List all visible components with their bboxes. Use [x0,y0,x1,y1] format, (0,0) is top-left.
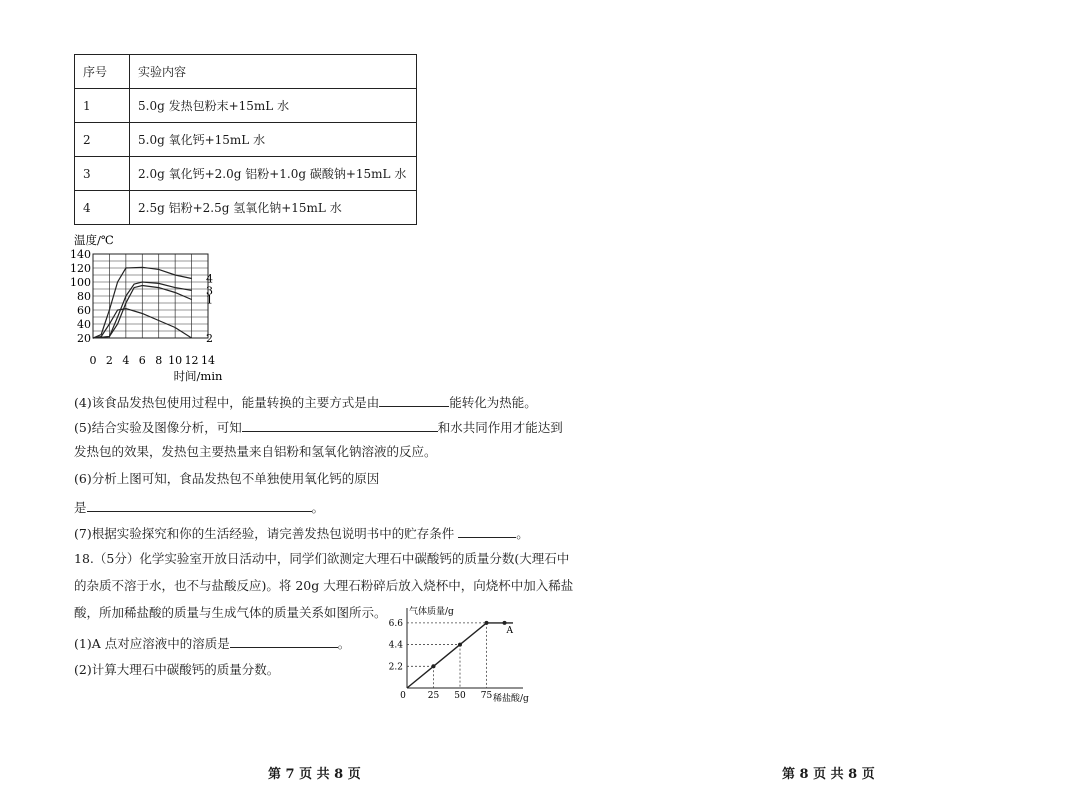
question-18-sub1 [74,635,350,652]
temp-series-labels [206,273,213,346]
gas-axes [407,608,523,688]
gas-x-tick: 25 [427,691,440,701]
question-18-line2: 的杂质不溶于水，也不与盐酸反应)。将 20g 大理石粉碎后放入烧杯中，向烧杯中加入稀盐 [74,578,574,593]
row-content: 2.5g 铝粉+2.5g 氢氧化钠+15mL 水 [130,191,417,225]
gas-x-tick: 75 [480,691,493,701]
q7-text-a: (7)根据实验探究和你的生活经验，请完善发热包说明书中的贮存条件 [74,526,455,541]
q6-answer-blank[interactable] [87,499,312,512]
q4-text-a: (4)该食品发热包使用过程中，能量转换的主要方式是由 [74,395,380,410]
q18-s1-answer-blank[interactable] [230,635,338,648]
gas-xlabel: 稀盐酸/g [493,694,529,704]
q7-end: 。 [516,526,529,541]
temp-x-tick: 8 [155,354,163,367]
gas-point [458,643,462,647]
experiment-table [74,54,417,225]
temp-y-ticks [70,248,91,345]
question-6-cont [74,499,324,516]
question-18-sub2: (2)计算大理石中碳酸钙的质量分数。 [74,662,280,677]
temp-y-tick: 40 [77,318,91,331]
gas-point [432,664,436,668]
temp-grid [93,254,208,338]
q5-text-b: 和水共同作用才能达到 [437,420,563,435]
temp-x-ticks [90,354,216,367]
gas-x-tick-origin: 0 [400,691,406,701]
temp-x-tick: 2 [105,354,113,367]
question-18-line1: 18.（5分）化学实验室开放日活动中，同学们欲测定大理石中碳酸钙的质量分数(大理石中 [74,551,570,566]
gas-points [432,621,507,668]
page-footer-left: 第 7 页 共 8 页 [268,767,361,782]
temp-y-tick: 80 [77,290,91,303]
series-label-3: 3 [206,284,213,298]
temp-y-tick: 140 [70,248,91,261]
q5-text-c: 发热包的效果，发热包主要热量来自铝粉和氢氧化钠溶液的反应。 [74,444,437,459]
temp-x-tick: 10 [168,354,183,367]
gas-x-tick: 50 [454,691,466,701]
row-content: 5.0g 氧化钙+15mL 水 [130,123,417,157]
gas-y-tick: 4.4 [388,640,403,651]
series-label-2: 2 [206,332,213,345]
q6-text-b: 是 [74,500,87,515]
temp-x-tick: 0 [89,354,97,367]
gas-x-ticks [400,691,492,701]
question-5 [74,419,563,436]
row-no: 4 [75,191,130,225]
q18-s1-text: (1)A 点对应溶液中的溶质是 [74,636,230,651]
question-7 [74,525,529,542]
row-content: 2.0g 氧化钙+2.0g 铝粉+1.0g 碳酸钠+15mL 水 [130,157,417,191]
row-no: 3 [75,157,130,191]
q7-answer-blank[interactable] [458,525,516,538]
gas-point-a-label: A [506,625,514,636]
q6-text-a: (6)分析上图可知，食品发热包不单独使用氧化钙的原因 [74,471,380,486]
q5-answer-blank[interactable] [242,419,438,432]
gas-y-tick: 6.6 [388,618,403,629]
question-6 [74,471,379,487]
temp-x-tick: 6 [138,354,146,367]
row-no: 2 [75,123,130,157]
table-header-row [75,55,417,89]
temp-x-tick: 12 [184,354,199,367]
gas-ylabel: 气体质量/g [409,607,454,617]
q4-answer-blank[interactable] [379,394,449,407]
temp-y-tick: 100 [70,276,91,289]
table-row [75,123,417,157]
temp-y-tick: 120 [70,262,91,275]
gas-mass-chart [385,600,535,705]
temp-y-tick: 60 [77,304,91,317]
gas-y-ticks [389,619,404,672]
table-row [75,89,417,123]
temp-ylabel: 温度/℃ [74,233,114,247]
table-row [75,191,417,225]
q4-text-b: 能转化为热能。 [449,395,537,410]
header-no: 序号 [75,55,130,89]
page-footer-right: 第 8 页 共 8 页 [782,767,875,782]
temperature-chart [70,230,240,385]
temp-x-tick: 4 [122,354,130,367]
q18-s1-end: 。 [337,636,351,651]
temp-x-tick: 14 [201,354,215,367]
q5-text-a: (5)结合实验及图像分析，可知 [74,420,242,435]
row-content: 5.0g 发热包粉末+15mL 水 [130,89,417,123]
row-no: 1 [75,89,130,123]
question-18-line3: 酸，所加稀盐酸的质量与生成气体的质量关系如图所示。 [74,605,387,620]
series-label-4: 4 [206,272,213,286]
table-row [75,157,417,191]
gas-y-tick: 2.2 [388,662,403,673]
question-5-cont [74,444,437,460]
gas-point-a [503,621,507,625]
temp-y-tick: 20 [77,332,91,345]
gas-point [485,621,489,625]
question-4 [74,394,537,411]
series-label-1: 1 [206,293,213,307]
q6-end: 。 [311,500,325,515]
temp-xlabel: 时间/min [173,369,223,383]
header-content: 实验内容 [130,55,417,89]
